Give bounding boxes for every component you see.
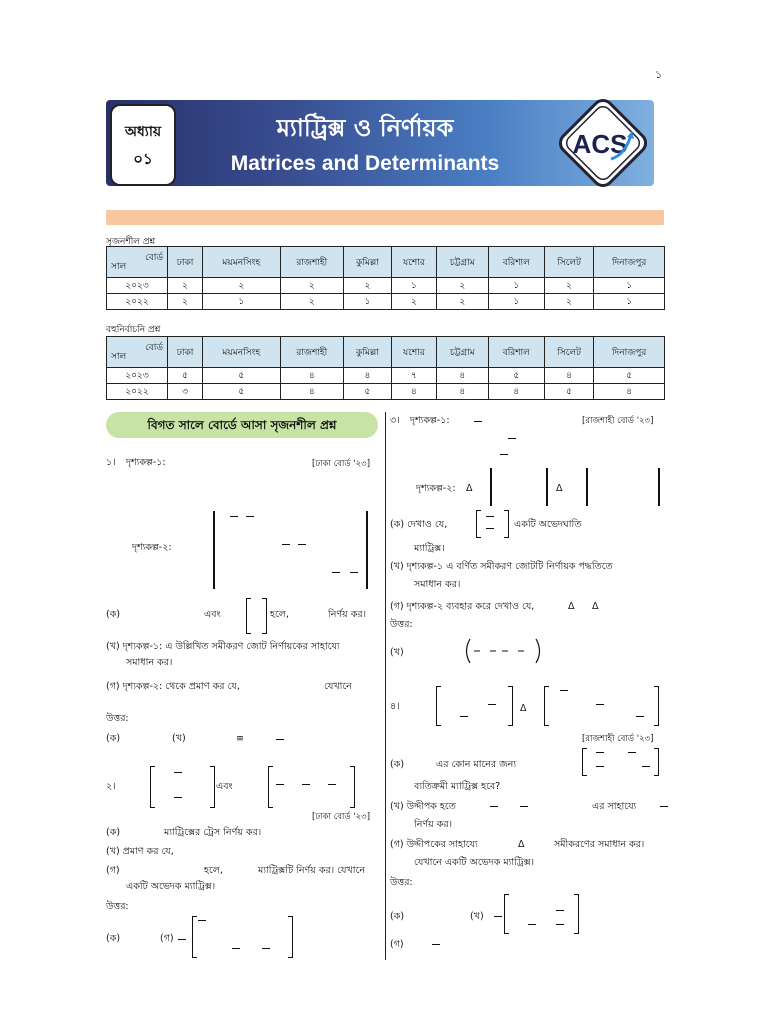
board-header: যশোর [391, 247, 436, 278]
det-bar [586, 468, 588, 506]
answer-kha: (খ) [172, 733, 186, 744]
q4-part-ga: (গ) উদ্দীপকের সাহায্যে [390, 839, 478, 850]
mcq-table [106, 336, 665, 400]
text: যেখানে একটি অভেদক ম্যাট্রিক্স। [414, 857, 535, 868]
matrix-bracket [192, 916, 197, 958]
acs-logo [553, 93, 653, 193]
q3-scenario1: দৃশ্যকল্প-১: [410, 415, 450, 426]
q3-source: [রাজশাহী বোর্ড '২৩] [582, 416, 654, 426]
matrix-bracket [246, 598, 251, 634]
matrix-bracket [504, 894, 509, 934]
matrix-bracket [436, 686, 441, 726]
det-bar [490, 468, 492, 506]
matrix-bracket [288, 916, 293, 958]
text: এর কোন মানের জন্য [436, 759, 517, 770]
page-number: ১ [655, 68, 663, 81]
matrix-bracket [350, 766, 355, 808]
text: ম্যাট্রিক্স। [414, 543, 445, 554]
text: সমাধান কর। [414, 579, 461, 590]
text: নির্ণয় কর। [414, 819, 453, 830]
matrix-bracket [654, 748, 659, 776]
table-row: ২০২২ ২ ১ ২ ১ ২ ২ ১ ২ ১ [107, 294, 665, 310]
solution-tuple [462, 636, 544, 666]
q3-part-ga: (গ) দৃশ্যকল্প-২ ব্যবহার করে দেখাও যে, [390, 601, 535, 612]
text: নির্ণয় কর। [328, 609, 367, 620]
delta-symbol: Δ [556, 483, 563, 494]
chapter-title-bn: ম্যাট্রিক্স ও নির্ণায়ক [276, 114, 454, 142]
board-header: দিনাজপুর [594, 247, 665, 278]
q4-part-kha: (খ) উদ্দীপক হতে [390, 801, 456, 812]
column-divider [385, 412, 386, 960]
q3-part-ka: (ক) দেখাও যে, [390, 519, 448, 530]
text: এবং [216, 781, 233, 792]
q4-number: ৪। [390, 701, 400, 712]
delta-symbol: Δ [568, 601, 575, 612]
matrix-bracket [268, 766, 273, 808]
q1-scenario1: দৃশ্যকল্প-১: [126, 457, 166, 468]
logo-text: ACS [572, 129, 628, 159]
answer-ka: (ক) [390, 911, 405, 922]
det-bar-right [366, 511, 368, 589]
chapter-number: ০১ [133, 150, 153, 168]
creative-table-label: সৃজনশীল প্রশ্ন [106, 237, 156, 247]
text: হলে, [270, 609, 289, 620]
matrix-bracket [508, 686, 513, 726]
board-header: বরিশাল [488, 247, 544, 278]
q4-source: [রাজশাহী বোর্ড '২৩] [582, 734, 654, 744]
q3-scenario2: দৃশ্যকল্প-২: [416, 483, 456, 494]
board-header: চট্টগ্রাম [437, 337, 489, 368]
chapter-label: অধ্যায় [124, 124, 162, 140]
board-header: সিলেট [544, 337, 593, 368]
text: সমাধান কর। [126, 657, 173, 668]
q1-scenario2: দৃশ্যকল্প-২: [132, 542, 172, 553]
text: একটি অভেদঘাতি [514, 519, 582, 530]
delta-symbol: Δ [466, 483, 473, 494]
answer-ga: (গ) [390, 939, 404, 950]
matrix-bracket [654, 686, 659, 726]
text: ম্যাট্রিক্সটি নির্ণয় কর। যেখানে [258, 865, 365, 876]
det-bar [546, 468, 548, 506]
q2-number: ২। [106, 781, 116, 792]
board-header: রাজশাহী [280, 337, 344, 368]
matrix-bracket [582, 748, 587, 776]
matrix-bracket [150, 766, 155, 808]
q1-part-ka: (ক) [106, 609, 121, 620]
board-header: বরিশাল [488, 337, 544, 368]
answer-ka: (ক) [106, 933, 121, 944]
mcq-table-label: বহুনির্বাচনি প্রশ্ন [106, 325, 161, 335]
table-corner: বোর্ড সাল [107, 247, 168, 278]
matrix-bracket [574, 894, 579, 934]
q3-number: ৩। [390, 415, 400, 426]
matrix-bracket [544, 686, 549, 726]
text: এবং [204, 609, 221, 620]
delta-symbol: Δ [518, 839, 525, 850]
answer-label: উত্তর: [390, 877, 413, 888]
text: ম্যাট্রিক্সের ট্রেস নির্ণয় কর। [164, 827, 262, 838]
q2-part-kha: (খ) প্রমাণ কর যে, [106, 846, 174, 857]
answer-ga: (গ) [160, 933, 174, 944]
q1-source: [ঢাকা বোর্ড '২৩] [312, 459, 371, 469]
board-header: সিলেট [544, 247, 593, 278]
answer-label: উত্তর: [106, 901, 129, 912]
table-corner: বোর্ড সাল [107, 337, 168, 368]
answer-ka: (ক) [106, 733, 121, 744]
answer-kha: (খ) [470, 911, 484, 922]
table-row: ২০২২ ৩ ৫ ৪ ৫ ৪ ৪ ৪ ৫ ৪ [107, 384, 665, 400]
board-header: কুমিল্লা [344, 337, 392, 368]
q1-part-ga: (গ) দৃশ্যকল্প-২: থেকে প্রমাণ কর যে, [106, 681, 240, 692]
matrix-bracket [262, 598, 267, 634]
matrix-bracket [476, 510, 481, 538]
q2-source: [ঢাকা বোর্ড '২৩] [312, 812, 371, 822]
section-heading: বিগত সালে বোর্ডে আসা সৃজনশীল প্রশ্ন [106, 412, 378, 438]
creative-table [106, 246, 665, 310]
q1-number: ১। [106, 457, 116, 468]
q4-part-ka: (ক) [390, 759, 405, 770]
chapter-title-en: Matrices and Determinants [230, 152, 500, 175]
det-bar [658, 468, 660, 506]
answer-kha: (খ) [390, 647, 404, 658]
text: যেখানে [324, 681, 352, 692]
answer-label: উত্তর: [390, 619, 413, 630]
delta-symbol: Δ [592, 601, 599, 612]
board-header: ময়মনসিংহ [203, 247, 280, 278]
answer-label: উত্তর: [106, 713, 129, 724]
text: ব্যতিক্রমী ম্যাট্রিক্স হবে? [414, 781, 501, 792]
board-header: রাজশাহী [280, 247, 344, 278]
text: এর সাহায্যে [592, 801, 637, 812]
board-header: কুমিল্লা [344, 247, 392, 278]
matrix-bracket [504, 510, 509, 538]
board-header: দিনাজপুর [594, 337, 665, 368]
board-header: চট্টগ্রাম [437, 247, 489, 278]
q1-part-kha: (খ) দৃশ্যকল্প-১: এ উল্লিখিত সমীকরণ জোট নির্ণায়কের সাহায্যে [106, 641, 340, 652]
board-header: ঢাকা [168, 247, 203, 278]
det-bar-left [213, 511, 215, 589]
equiv-sign: ≡ [236, 733, 244, 744]
text: একটি অভেদক ম্যাট্রিক্স। [126, 881, 216, 892]
table-row: ২০২৩ ৫ ৫ ৪ ৪ ৭ ৪ ৫ ৪ ৫ [107, 368, 665, 384]
chapter-box [110, 104, 176, 186]
board-header: ঢাকা [168, 337, 203, 368]
matrix-bracket [210, 766, 215, 808]
divider-bar [106, 210, 664, 225]
delta-symbol: Δ [520, 703, 527, 714]
q3-part-kha: (খ) দৃশ্যকল্প-১ এ বর্ণিত সমীকরণ জোটটি নির্ণায়ক পদ্ধতিতে [390, 561, 613, 572]
q2-part-ka: (ক) [106, 827, 121, 838]
table-row: ২০২৩ ২ ২ ২ ২ ১ ২ ১ ২ ১ [107, 278, 665, 294]
board-header: যশোর [391, 337, 436, 368]
board-header: ময়মনসিংহ [203, 337, 280, 368]
text: সমীকরণের সমাধান কর। [554, 839, 645, 850]
text: হলে, [204, 865, 223, 876]
q2-part-ga: (গ) [106, 865, 120, 876]
